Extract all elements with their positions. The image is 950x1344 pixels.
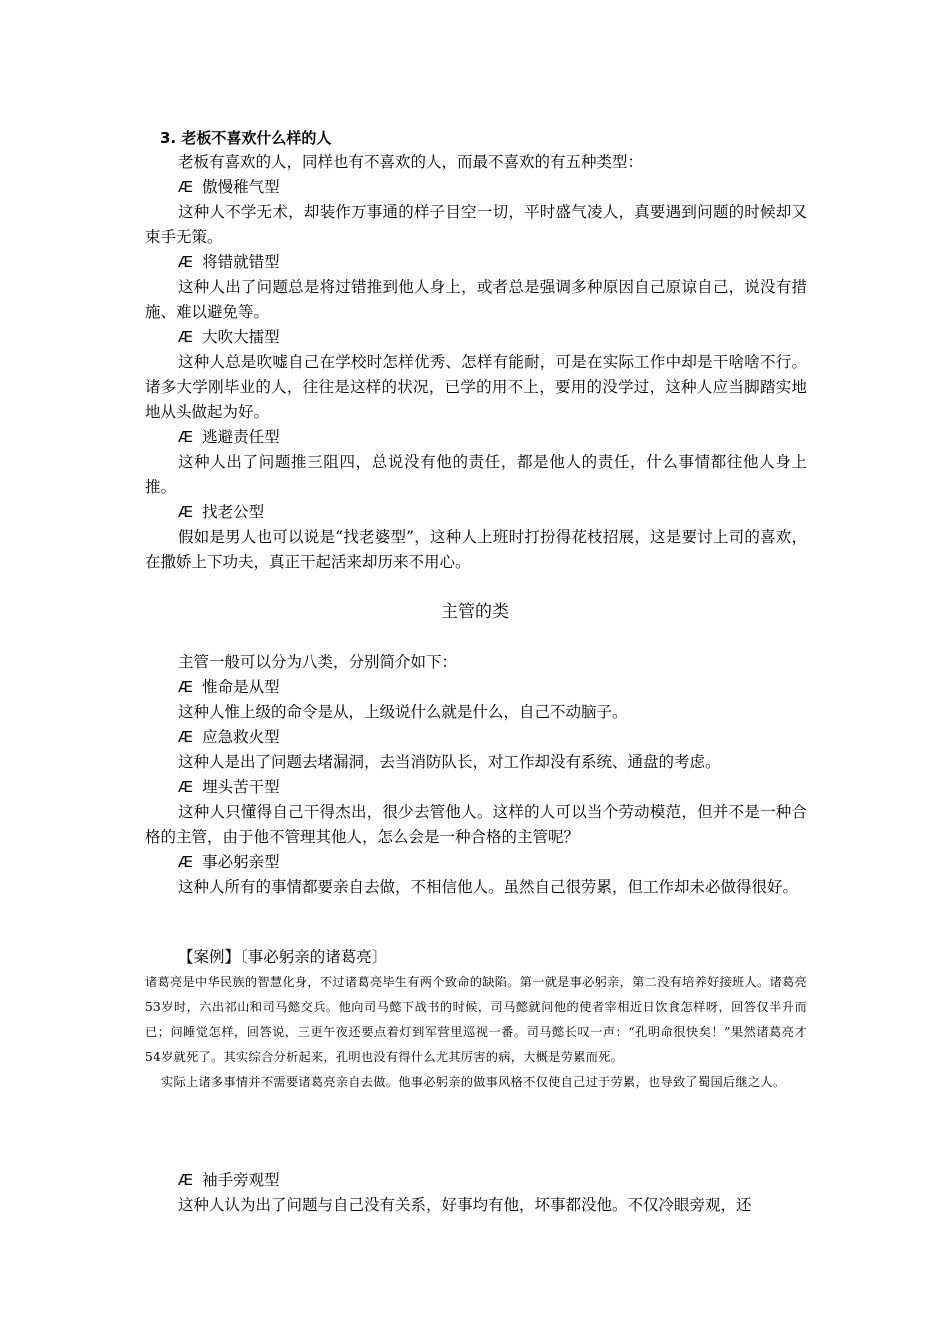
bullet-icon: Æ xyxy=(178,778,194,796)
list-item-title: Æ 应急救火型 xyxy=(178,728,280,746)
list-item-desc: 这种人是出了问题去堵漏洞，去当消防队长，对工作却没有系统、通盘的考虑。 xyxy=(178,753,721,771)
list-item-title: Æ 惟命是从型 xyxy=(178,678,280,696)
case-paragraph: 诸葛亮是中华民族的智慧化身，不过诸葛亮毕生有两个致命的缺陷。第一就是事必躬亲，第二没有培养好接班人。诸葛亮53岁时，六出祁山和司马懿交兵。他向司马懿下战书的时候，司马懿就问他的使者宰相近日饮食怎样呀，回答仅半升而已；问睡觉怎样，回答说，三更午夜还要点着灯到军营里巡视一番。司马懿长叹一声：“孔明命很快矣！”果然诸葛亮才54岁就死了。其实综合分析起来，孔明也没有得什么尤其厉害的病，大概是劳累而死。 xyxy=(145,975,807,1064)
bullet-icon: Æ xyxy=(178,503,194,521)
case-heading xyxy=(145,945,807,970)
list-item-title: Æ 傲慢稚气型 xyxy=(178,178,280,196)
bullet-icon: Æ xyxy=(178,728,194,746)
list-item-desc: 这种人总是吹嘘自己在学校时怎样优秀、怎样有能耐，可是在实际工作中却是干啥啥不行。诸多大学刚毕业的人，往往是这样的状况，已学的用不上，要用的没学过，这种人应当脚踏实地地从头做起为好。 xyxy=(145,353,807,421)
managers-intro: 主管一般可以分为八类，分别简介如下： xyxy=(178,653,458,671)
section-intro: 老板有喜欢的人，同样也有不喜欢的人，而最不喜欢的有五种类型： xyxy=(178,153,644,171)
section-body xyxy=(145,150,807,575)
list-item-title: Æ 袖手旁观型 xyxy=(178,1171,280,1189)
case-title: 〔事必躬亲的诸葛亮〕 xyxy=(240,948,388,966)
list-item-title: Æ 埋头苦干型 xyxy=(178,778,280,796)
chapter-heading: 主管的类 xyxy=(441,602,509,622)
bullet-icon: Æ xyxy=(178,678,194,696)
list-item-title: Æ 大吹大擂型 xyxy=(178,328,280,346)
bullet-icon: Æ xyxy=(178,253,194,271)
managers-body-continued xyxy=(145,1168,807,1218)
case-label: 【案例】 xyxy=(178,948,241,966)
bullet-icon: Æ xyxy=(178,328,194,346)
case-paragraph: 实际上诸多事情并不需要诸葛亮亲自去做。他事必躬亲的做事风格不仅使自己过于劳累，也导致了蜀国后继之人。 xyxy=(161,1075,786,1089)
list-item-desc: 这种人出了问题推三阻四，总说没有他的责任，都是他人的责任，什么事情都往他人身上推。 xyxy=(145,453,807,496)
list-item-desc: 这种人只懂得自己干得杰出，很少去管他人。这样的人可以当个劳动模范，但并不是一种合格的主管，由于他不管理其他人，怎么会是一种合格的主管呢？ xyxy=(145,803,807,846)
list-item-title: Æ 事必躬亲型 xyxy=(178,853,280,871)
list-item-desc: 这种人所有的事情都要亲自去做，不相信他人。虽然自己很劳累，但工作却未必做得很好。 xyxy=(178,878,799,896)
bullet-icon: Æ xyxy=(178,853,194,871)
list-item-title: Æ 将错就错型 xyxy=(178,253,280,271)
section-heading: 3. 老板不喜欢什么样的人 xyxy=(160,129,332,147)
list-item-desc: 这种人认为出了问题与自己没有关系，好事均有他，坏事都没他。不仅冷眼旁观，还 xyxy=(178,1196,752,1214)
case-study xyxy=(145,945,807,1095)
list-item-desc: 这种人惟上级的命令是从，上级说什么就是什么，自己不动脑子。 xyxy=(178,703,628,721)
list-item-title: Æ 找老公型 xyxy=(178,503,265,521)
list-item-desc: 假如是男人也可以说是“找老婆型”，这种人上班时打扮得花枝招展，这是要讨上司的喜欢，在撒娇上下功夫，真正干起活来却历来不用心。 xyxy=(145,528,807,571)
bullet-icon: Æ xyxy=(178,428,194,446)
bullet-icon: Æ xyxy=(178,1171,194,1189)
list-item-desc: 这种人出了问题总是将过错推到他人身上，或者总是强调多种原因自己原谅自己，说没有措施、难以避免等。 xyxy=(145,278,807,321)
list-item-desc: 这种人不学无术，却装作万事通的样子目空一切，平时盛气凌人，真要遇到问题的时候却又束手无策。 xyxy=(145,203,807,246)
list-item-title: Æ 逃避责任型 xyxy=(178,428,280,446)
bullet-icon: Æ xyxy=(178,178,194,196)
managers-body xyxy=(145,650,807,900)
